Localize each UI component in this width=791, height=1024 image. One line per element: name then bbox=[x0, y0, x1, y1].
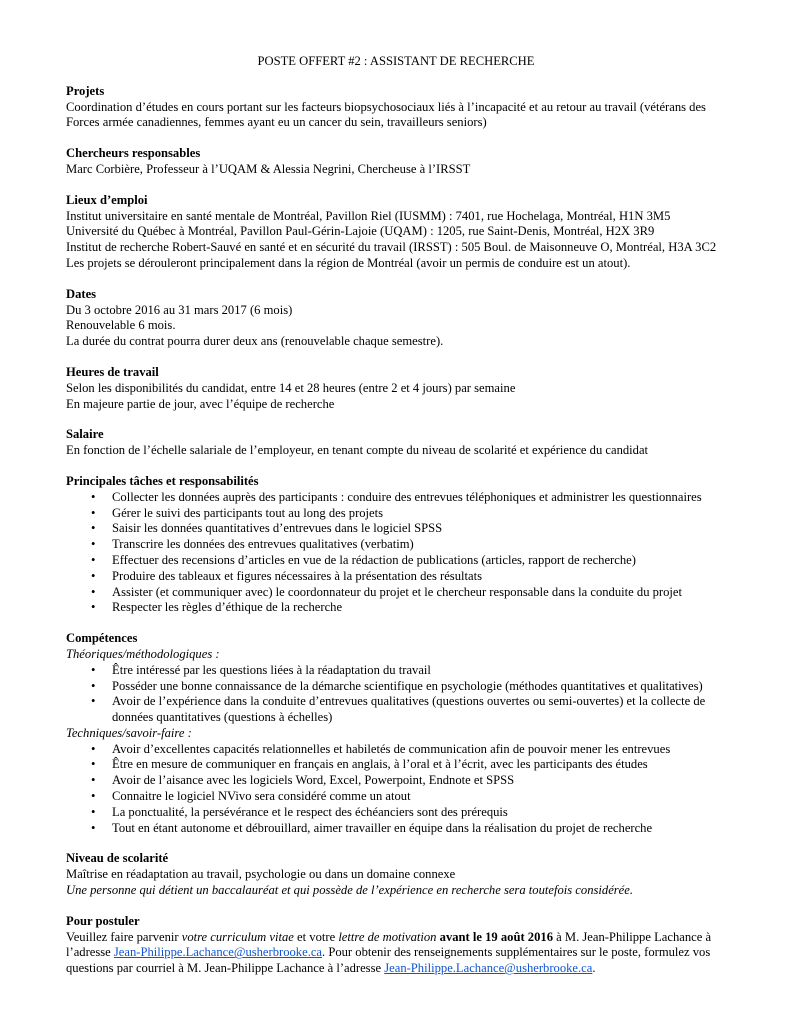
list-item: • Être intéressé par les questions liées à la réadaptation du travail bbox=[66, 663, 726, 679]
dates-line: Du 3 octobre 2016 au 31 mars 2017 (6 mois) bbox=[66, 302, 293, 317]
section-salaire bbox=[66, 427, 726, 459]
list-item: • Effectuer des recensions d’articles en vue de la rédaction de publications (articles, rapport de recherche) bbox=[66, 553, 726, 569]
deadline: avant le 19 août 2016 bbox=[439, 929, 553, 944]
section-scolarite bbox=[66, 851, 726, 898]
section-heading: Dates bbox=[66, 286, 97, 301]
document-page bbox=[66, 54, 726, 992]
subheading-techniques: Techniques/savoir-faire : bbox=[66, 725, 192, 740]
salaire-text: En fonction de l’échelle salariale de l’employeur, en tenant compte du niveau de scolarité et expérience du candidat bbox=[66, 443, 649, 458]
list-item: • Avoir d’excellentes capacités relationnelles et habiletés de communication afin de pouvoir mener les entrevues bbox=[66, 742, 726, 758]
list-item: • Assister (et communiquer avec) le coordonnateur du projet et le chercheur responsable dans la conduite du projet bbox=[66, 585, 726, 601]
section-competences bbox=[66, 631, 726, 836]
list-item: • La ponctualité, la persévérance et le respect des échéanciers sont des prérequis bbox=[66, 805, 726, 821]
list-item: • Avoir de l’expérience dans la conduite d’entrevues qualitatives (questions ouvertes ou semi-ouvertes) et la collecte de données quantitatives (questions à échelles) bbox=[66, 694, 726, 726]
section-heading: Lieux d’emploi bbox=[66, 192, 148, 207]
postuler-text-part: à M. Jean-Philippe Lachance à l’adresse bbox=[66, 929, 712, 960]
section-postuler bbox=[66, 914, 726, 977]
section-projets bbox=[66, 84, 726, 131]
heures-line: Selon les disponibilités du candidat, entre 14 et 28 heures (entre 2 et 4 jours) par semaine bbox=[66, 380, 516, 395]
heures-line: En majeure partie de jour, avec l’équipe de recherche bbox=[66, 396, 335, 411]
dates-line: La durée du contrat pourra durer deux ans (renouvelable chaque semestre). bbox=[66, 334, 444, 349]
scolarite-note: Une personne qui détient un baccalauréat et qui possède de l’expérience en recherche sera toutefois considérée. bbox=[66, 883, 634, 898]
lettre-mention: lettre de motivation bbox=[338, 929, 437, 944]
section-heading: Compétences bbox=[66, 631, 138, 646]
chercheurs-text: Marc Corbière, Professeur à l’UQAM & Alessia Negrini, Chercheuse à l’IRSST bbox=[66, 161, 471, 176]
list-item: • Tout en étant autonome et débrouillard, aimer travailler en équipe dans la réalisation du projet de recherche bbox=[66, 821, 726, 837]
section-heading: Pour postuler bbox=[66, 913, 140, 928]
section-heading: Projets bbox=[66, 83, 105, 98]
techniques-list bbox=[66, 742, 726, 837]
section-heading: Salaire bbox=[66, 427, 104, 442]
list-item: • Produire des tableaux et figures nécessaires à la présentation des résultats bbox=[66, 569, 726, 585]
list-item: • Posséder une bonne connaissance de la démarche scientifique en psychologie (méthodes quantitatives et qualitatives) bbox=[66, 679, 726, 695]
section-lieux bbox=[66, 193, 726, 272]
subheading-theoriques: Théoriques/méthodologiques : bbox=[66, 646, 220, 661]
list-item: • Gérer le suivi des participants tout au long des projets bbox=[66, 506, 726, 522]
postuler-text-part: et votre bbox=[293, 929, 339, 944]
postuler-text-part: Veuillez faire parvenir bbox=[66, 929, 182, 944]
postuler-text bbox=[66, 930, 726, 977]
postuler-text-part: . bbox=[592, 961, 596, 976]
email-link[interactable]: Jean-Philippe.Lachance@usherbrooke.ca bbox=[113, 945, 323, 960]
projets-text: Coordination d’études en cours portant sur les facteurs biopsychosociaux liés à l’incapacité et au retour au travail (vétérans des Forces armée canadiennes, femmes ayant eu un cancer du sein, travailleurs seniors) bbox=[66, 99, 706, 130]
section-chercheurs bbox=[66, 146, 726, 178]
cv-mention: votre curriculum vitae bbox=[181, 929, 294, 944]
theoriques-list bbox=[66, 663, 726, 726]
section-dates bbox=[66, 287, 726, 350]
page-title: POSTE OFFERT #2 : ASSISTANT DE RECHERCHE bbox=[257, 54, 535, 68]
section-heading: Chercheurs responsables bbox=[66, 146, 201, 161]
lieu-line: Les projets se dérouleront principalement dans la région de Montréal (avoir un permis de conduire est un atout). bbox=[66, 255, 631, 270]
lieu-line: Institut universitaire en santé mentale de Montréal, Pavillon Riel (IUSMM) : 7401, rue Hochelaga, Montréal, H1N 3M5 bbox=[66, 208, 671, 223]
section-taches bbox=[66, 474, 726, 616]
scolarite-text: Maîtrise en réadaptation au travail, psychologie ou dans un domaine connexe bbox=[66, 867, 456, 882]
list-item: • Transcrire les données des entrevues qualitatives (verbatim) bbox=[66, 537, 726, 553]
list-item: • Connaitre le logiciel NVivo sera considéré comme un atout bbox=[66, 789, 726, 805]
section-heures bbox=[66, 365, 726, 412]
list-item: • Collecter les données auprès des participants : conduire des entrevues téléphoniques et administrer les questionnaires bbox=[66, 490, 726, 506]
taches-list bbox=[66, 490, 726, 616]
section-heading: Heures de travail bbox=[66, 364, 159, 379]
list-item: • Saisir les données quantitatives d’entrevues dans le logiciel SPSS bbox=[66, 521, 726, 537]
list-item: • Respecter les règles d’éthique de la recherche bbox=[66, 600, 726, 616]
dates-line: Renouvelable 6 mois. bbox=[66, 318, 176, 333]
list-item: • Avoir de l’aisance avec les logiciels Word, Excel, Powerpoint, Endnote et SPSS bbox=[66, 773, 726, 789]
section-heading: Principales tâches et responsabilités bbox=[66, 473, 259, 488]
postuler-text-part: . Pour obtenir des renseignements supplémentaires sur le poste, formulez vos questions par courriel à M. Jean-Philippe Lachance à l’adresse bbox=[66, 945, 711, 976]
section-heading: Niveau de scolarité bbox=[66, 851, 169, 866]
email-link[interactable]: Jean-Philippe.Lachance@usherbrooke.ca bbox=[384, 961, 593, 976]
lieu-line: Institut de recherche Robert-Sauvé en santé et en sécurité du travail (IRSST) : 505 Boul. de Maisonneuve O, Montréal, H3A 3C2 bbox=[66, 240, 717, 255]
lieu-line: Université du Québec à Montréal, Pavillon Paul-Gérin-Lajoie (UQAM) : 1205, rue Saint-Denis, Montréal, H2X 3R9 bbox=[66, 224, 655, 239]
list-item: • Être en mesure de communiquer en français en anglais, à l’oral et à l’écrit, avec les participants des études bbox=[66, 757, 726, 773]
